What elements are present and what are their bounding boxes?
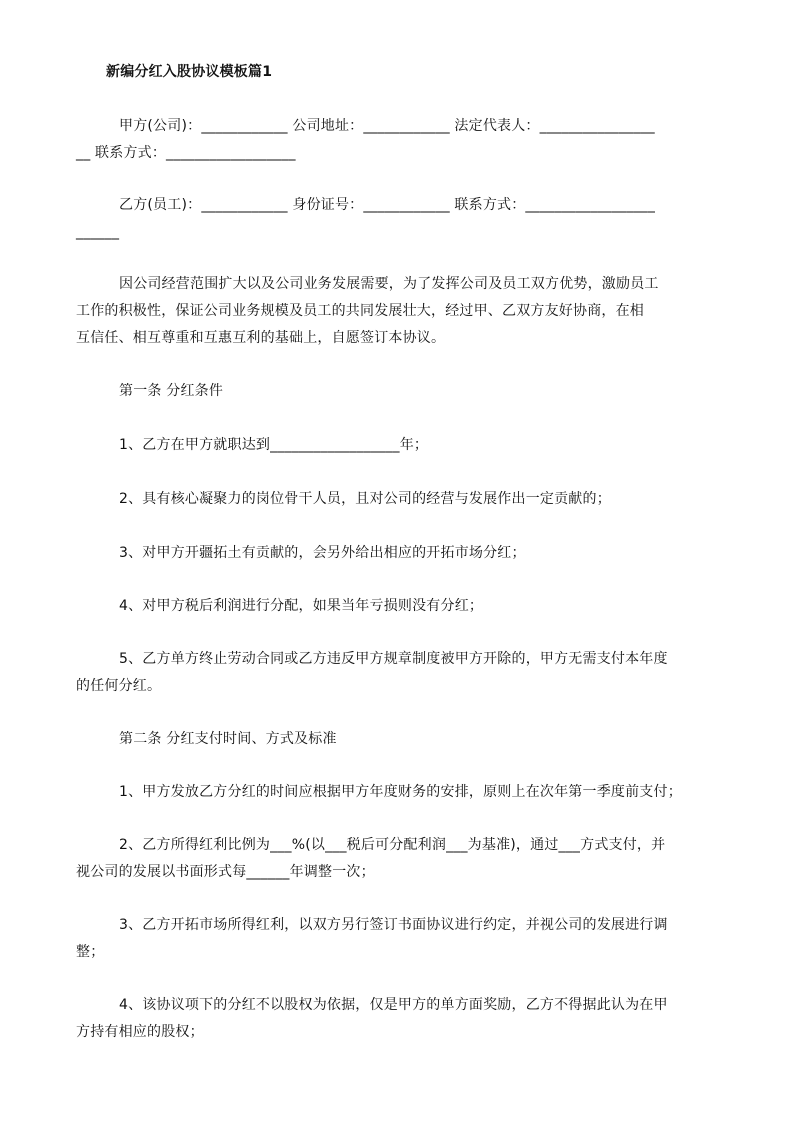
article-2-heading: 第二条 分红支付时间、方式及标准 <box>119 731 337 747</box>
party-b-line-2: ______ <box>76 224 120 240</box>
article-1-item-5-line-2: 的任何分红。 <box>76 678 162 694</box>
article-1-item-5-line-1: 5、乙方单方终止劳动合同或乙方违反甲方规章制度被甲方开除的，甲方无需支付本年度 <box>119 651 668 667</box>
party-a-line-2: __ 联系方式：__________________ <box>76 145 296 161</box>
document-title: 新编分红入股协议模板篇1 <box>106 64 273 80</box>
article-2-item-4-line-1: 4、该协议项下的分红不以股权为依据，仅是甲方的单方面奖励，乙方不得据此认为在甲 <box>119 997 668 1013</box>
preamble-line-1: 因公司经营范围扩大以及公司业务发展需要，为了发挥公司及员工双方优势，激励员工 <box>119 276 659 292</box>
party-a-line-1: 甲方(公司)：____________ 公司地址：____________ 法定代表人：________________ <box>119 118 655 134</box>
article-1-item-4: 4、对甲方税后利润进行分配，如果当年亏损则没有分红； <box>119 598 484 614</box>
article-1-item-2: 2、具有核心凝聚力的岗位骨干人员，且对公司的经营与发展作出一定贡献的； <box>119 491 611 507</box>
article-2-item-4-line-2: 方持有相应的股权； <box>76 1024 204 1040</box>
preamble-line-3: 互信任、相互尊重和互惠互利的基础上，自愿签订本协议。 <box>76 330 446 346</box>
article-2-item-2-line-1: 2、乙方所得红利比例为___%(以___税后可分配利润___为基准)，通过___方式支付，并 <box>119 837 666 853</box>
article-1-item-3: 3、对甲方开疆拓土有贡献的，会另外给出相应的开拓市场分红； <box>119 545 526 561</box>
article-1-heading: 第一条 分红条件 <box>119 383 224 399</box>
article-2-item-3-line-1: 3、乙方开拓市场所得红利，以双方另行签订书面协议进行约定，并视公司的发展进行调 <box>119 917 668 933</box>
preamble-line-2: 工作的积极性，保证公司业务规模及员工的共同发展壮大，经过甲、乙双方友好协商，在相 <box>76 303 644 319</box>
article-2-item-1: 1、甲方发放乙方分红的时间应根据甲方年度财务的安排，原则上在次年第一季度前支付； <box>119 784 682 800</box>
party-b-line-1: 乙方(员工)：____________ 身份证号：____________ 联系方式：__________________ <box>119 197 656 213</box>
article-2-item-3-line-2: 整； <box>76 944 105 960</box>
article-2-item-2-line-2: 视公司的发展以书面形式每______年调整一次； <box>76 864 375 880</box>
article-1-item-1: 1、乙方在甲方就职达到__________________年； <box>119 437 429 453</box>
